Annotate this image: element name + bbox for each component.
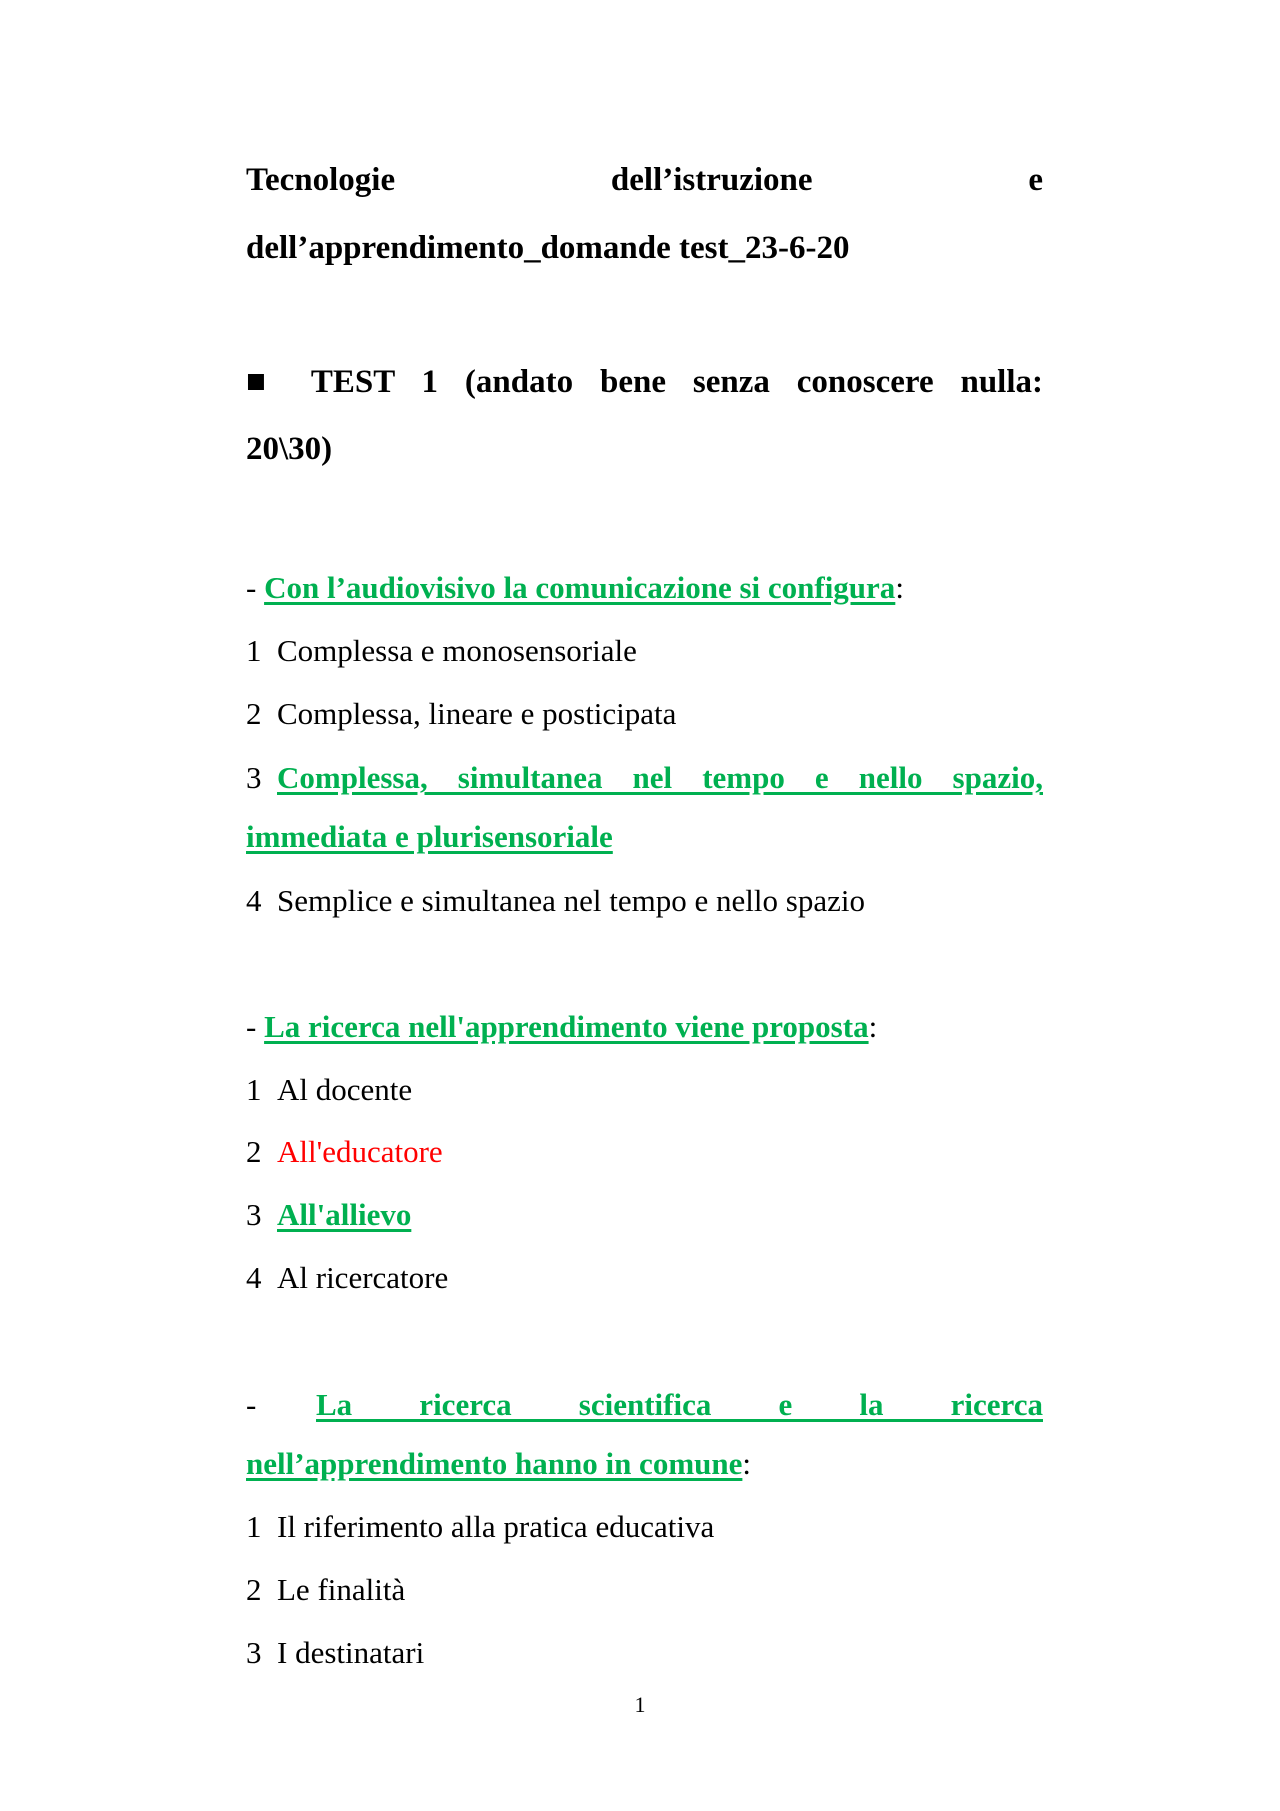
option-number: 1: [246, 1509, 262, 1544]
question-text: La ricerca scientifica e la ricerca: [316, 1387, 1043, 1422]
dash: -: [246, 1387, 257, 1422]
section-heading-line2: 20\30): [246, 431, 333, 467]
option: [246, 1558, 1043, 1622]
question-text: Con l’audiovisivo la comunicazione si configura: [264, 570, 896, 605]
option-text: Semplice e simultanea nel tempo e nello spazio: [277, 883, 865, 918]
option-text: All'educatore: [277, 1134, 443, 1169]
option: [246, 869, 1043, 933]
option-number: 4: [246, 1260, 262, 1295]
option-number: 1: [246, 633, 262, 668]
option: [246, 1246, 1043, 1310]
option-number: 3: [246, 1635, 262, 1670]
page-number: 1: [634, 1692, 646, 1717]
option-text: Complessa e monosensoriale: [277, 633, 637, 668]
section-heading-text: TEST 1 (andato bene senza conoscere nulla:: [310, 364, 1044, 400]
option: [246, 1495, 1043, 1559]
option-text: Le finalità: [277, 1572, 406, 1607]
option-text: Al docente: [277, 1072, 413, 1107]
document-title-line1: Tecnologie dell’istruzione e: [246, 162, 1043, 198]
bullet-square-icon: ■: [246, 364, 285, 400]
option-text: Complessa, lineare e posticipata: [277, 696, 677, 731]
colon: :: [868, 1009, 878, 1044]
option: [246, 1621, 1043, 1685]
dash: -: [246, 1009, 257, 1044]
option-text: All'allievo: [277, 1197, 412, 1232]
section-heading: [246, 350, 1043, 414]
option: [246, 682, 1043, 746]
question-3: [246, 1373, 1043, 1437]
option-correct: [246, 746, 1043, 810]
question-3-line2: [246, 1432, 1043, 1496]
question-1: [246, 556, 1043, 620]
colon: :: [895, 570, 904, 605]
option-text: Il riferimento alla pratica educativa: [277, 1509, 715, 1544]
option-text: Al ricercatore: [277, 1260, 449, 1295]
option-number: 2: [246, 1134, 262, 1169]
dash: -: [246, 570, 257, 605]
question-text: La ricerca nell'apprendimento viene proposta: [264, 1009, 869, 1044]
option-number: 2: [246, 696, 262, 731]
option-text: Complessa, simultanea nel tempo e nello spazio,: [277, 760, 1043, 795]
question-text: nell’apprendimento hanno in comune: [246, 1446, 743, 1481]
option: [246, 1058, 1043, 1122]
option-correct: [246, 1183, 1043, 1247]
option-correct-line2: [246, 805, 1043, 869]
option: [246, 619, 1043, 683]
option-number: 4: [246, 883, 262, 918]
option-text: immediata e plurisensoriale: [246, 819, 613, 854]
option-number: 3: [246, 1197, 262, 1232]
colon: :: [742, 1446, 752, 1481]
question-2: [246, 995, 1043, 1059]
option-number: 2: [246, 1572, 262, 1607]
document-title-line2: dell’apprendimento_domande test_23-6-20: [246, 230, 850, 266]
option-text: I destinatari: [277, 1635, 425, 1670]
option-wrong: [246, 1120, 1043, 1184]
option-number: 1: [246, 1072, 262, 1107]
option-number: 3: [246, 760, 262, 795]
